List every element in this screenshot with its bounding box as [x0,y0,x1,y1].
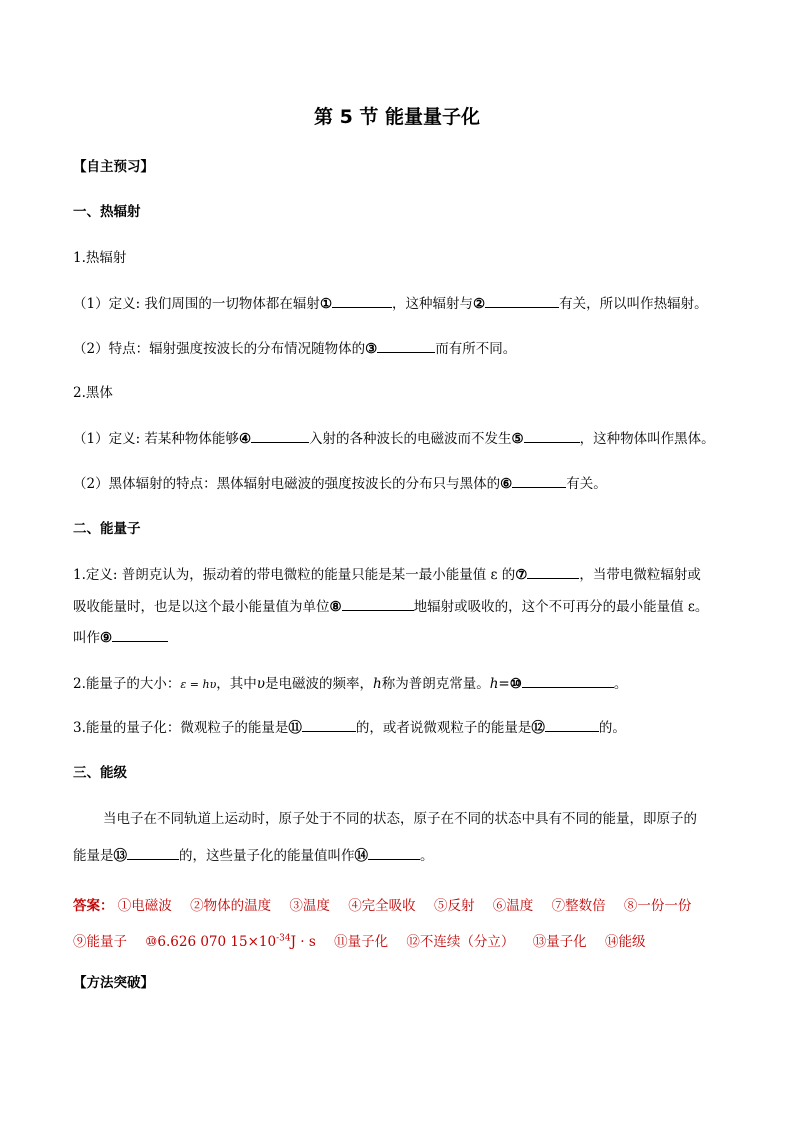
text: 的，或者说微观粒子的能量是 [355,720,532,736]
text: 有关，所以叫作热辐射。 [559,296,708,312]
line-definition-1 [73,293,708,315]
answer-text: J · s [290,933,316,950]
text: （1）定义: 若某种物体能够 [73,431,239,447]
page-title: 第 5 节 能量量子化 [313,106,481,128]
blank-number: ① [319,296,333,312]
answer-item: ⑦整数倍 [551,898,606,914]
answers-row-1 [73,895,705,917]
section-label-self-preview: 【自主预习】 [73,159,154,175]
text: 能量是 [73,848,114,864]
heading-energy-level: 三、能级 [73,765,127,781]
sub-heading-blackbody: 2.黑体 [73,385,113,401]
text: 。 [613,676,628,692]
text: 地辐射或吸收的，这个不可再分的最小能量值 ε。 [413,599,709,615]
answer-item: ⑭能级 [604,933,646,950]
blank-line [368,845,420,860]
text: ，其中 [216,676,257,692]
line-energy-level-2 [73,845,434,867]
text: 。 [420,848,434,864]
blank-number: ③ [365,341,378,357]
answer-item: ⑬量子化 [532,933,587,950]
text: 而有所不同。 [435,341,517,357]
heading-thermal-radiation: 一、热辐射 [73,204,141,220]
blank-line [332,293,392,308]
blank-number: ④ [238,431,252,447]
blank-number: ⑦ [515,567,528,583]
line-blackbody-feature [73,473,607,495]
line-feature [73,338,516,360]
text: 的。 [598,720,626,736]
blank-number: ⑤ [511,431,524,447]
answer-item: ④完全吸收 [348,898,416,914]
blank-number: ⑥ [500,476,513,492]
text: （2）特点：辐射强度按波长的分布情况随物体的 [73,341,366,357]
text: ，这种物体叫作黑体。 [579,431,715,447]
blank-line [485,293,559,308]
text: 3.能量的量子化：微观粒子的能量是 [73,720,289,736]
heading-energy-quantum: 二、能量子 [73,521,141,537]
symbol-nu: υ [256,676,265,692]
line-quantum-size [73,673,627,696]
line-quantum-definition-2 [73,596,708,618]
answer-item: ⑪量子化 [334,933,389,950]
text: 有关。 [566,476,607,492]
answers-row-2 [73,927,659,953]
answer-item: ⑫不连续（分立） [406,933,515,950]
answer-text: ⑩6.626 070 15×10 [145,933,277,950]
blank-line [342,596,414,611]
text: = [498,676,510,692]
text: 是电磁波的频率， [265,676,373,692]
formula: ε = hυ [180,678,217,691]
blank-number: ② [473,296,486,312]
text: 称为普朗克常量。 [381,676,490,692]
blank-number: ⑪ [288,720,302,736]
blank-number: ⑨ [100,630,113,646]
text: 入射的各种波长的电磁波而不发生 [309,431,512,447]
text: 1.定义: 普朗克认为，振动着的带电微粒的能量只能是某一最小能量值 ε 的 [73,567,516,583]
blank-line [524,428,580,443]
blank-line [512,473,566,488]
answer-item: ⑨能量子 [73,933,127,950]
answer-exponent: -34 [276,933,291,943]
text: （2）黑体辐射的特点：黑体辐射电磁波的强度按波长的分布只与黑体的 [73,476,501,492]
blank-number: ⑬ [113,848,127,864]
blank-number: ⑫ [531,720,545,736]
symbol-h: h [489,676,499,692]
symbol-h: h [373,676,382,692]
text: 的，这些量子化的能量值叫作 [179,848,355,864]
answer-item-planck [145,934,316,950]
blank-number: ⑩ [509,676,522,692]
text: ，这种辐射与 [392,296,474,312]
answer-item: ①电磁波 [117,898,172,914]
blank-number: ⑭ [354,848,368,864]
blank-line [527,564,579,579]
blank-line [522,673,614,688]
blank-line [545,717,599,732]
line-quantum-definition-1 [73,564,701,586]
blank-line [112,627,168,642]
sub-heading-thermal-radiation: 1.热辐射 [73,250,127,266]
answers-label: 答案： [73,898,114,914]
line-quantum-definition-3 [73,627,168,649]
line-quantization [73,717,626,739]
text: ，当带电微粒辐射或 [579,567,701,583]
answer-item: ②物体的温度 [190,898,272,914]
section-label-method: 【方法突破】 [73,975,154,991]
answer-item: ③温度 [289,898,330,914]
blank-line [251,428,309,443]
blank-number: ⑧ [329,599,342,615]
answer-item: ⑤反射 [433,898,475,914]
line-energy-level-1: 当电子在不同轨道上运动时，原子处于不同的状态，原子在不同的状态中具有不同的能量，即原子的 [103,811,697,827]
answer-item: ⑧一份一份 [623,898,692,914]
text: 吸收能量时，也是以这个最小能量值为单位 [73,599,330,615]
answer-item: ⑥温度 [492,898,534,914]
blank-line [377,338,435,353]
blank-line [127,845,179,860]
line-blackbody-definition [73,428,715,450]
text: 叫作 [73,630,100,646]
text: （1）定义: 我们周围的一切物体都在辐射 [73,296,320,312]
text: 2.能量子的大小： [73,676,181,692]
blank-line [302,717,356,732]
